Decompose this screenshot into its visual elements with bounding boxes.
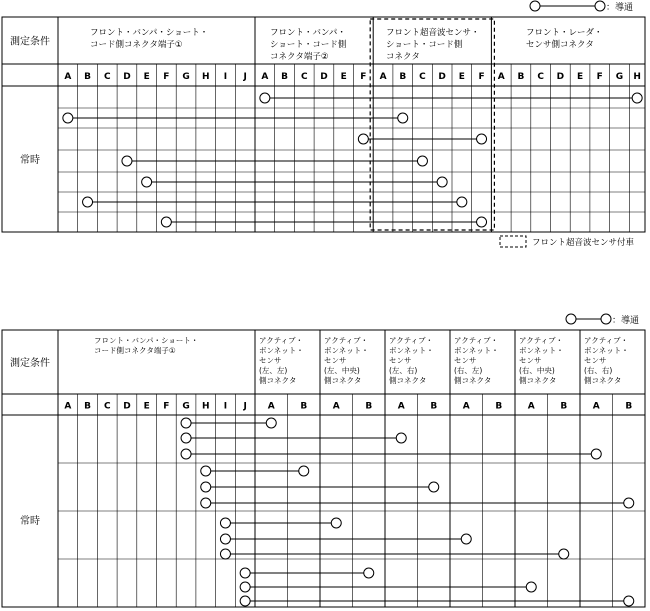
terminal-circle [240, 568, 250, 578]
pin-label: I [223, 72, 228, 82]
terminal-circle [201, 466, 211, 476]
terminal-circle [240, 582, 250, 592]
legend-text: ：導通 [612, 316, 640, 326]
connector-group-title: ボンネット・ [519, 346, 564, 355]
continuity-table-1 [2, 17, 645, 248]
terminal-circle [181, 418, 191, 428]
legend-bottom [566, 314, 639, 326]
pin-label: A [379, 72, 387, 82]
pin-label: E [340, 72, 347, 82]
pin-label: H [633, 72, 641, 82]
legend-top [530, 1, 633, 13]
connector-group-title: (右、左) [454, 366, 483, 375]
connector-group-title: コネクタ端子② [270, 52, 329, 62]
connector-group-title: センサ側コネクタ [526, 40, 594, 50]
connector-group-title: コード側コネクタ端子① [94, 346, 176, 355]
pin-label: B [300, 401, 308, 412]
pin-label: A [64, 401, 72, 412]
connector-group-title: アクティブ・ [519, 336, 564, 345]
pin-label: B [560, 401, 568, 412]
connector-group-title: 側コネクタ [584, 376, 622, 385]
pin-label: F [163, 401, 170, 412]
terminal-circle [624, 498, 634, 508]
pin-label: G [182, 72, 190, 82]
terminal-circle [398, 113, 408, 123]
connector-group-title: (左、右) [389, 366, 418, 375]
connector-group-title: (右、中央) [519, 366, 555, 375]
pin-label: F [163, 72, 170, 82]
connector-group-title: フロント超音波センサ・ [386, 28, 480, 38]
connector-group-title: コネクタ [386, 52, 420, 62]
connector-group-title: ボンネット・ [454, 346, 499, 355]
connector-group-title: アクティブ・ [584, 336, 629, 345]
connector-group-title: ショート・コード側 [270, 40, 347, 50]
condition-header: 測定条件 [10, 36, 50, 48]
pin-label: G [615, 72, 624, 82]
connector-group-title: 側コネクタ [454, 376, 492, 385]
terminal-circle [624, 596, 634, 606]
connector-group-title: (左、中央) [324, 366, 360, 375]
terminal-circle [299, 466, 309, 476]
condition-value: 常時 [20, 155, 40, 166]
pin-label: A [527, 401, 535, 412]
pin-label: A [462, 401, 470, 412]
terminal-circle [83, 197, 93, 207]
pin-label: J [243, 401, 247, 412]
pin-label: B [281, 72, 288, 82]
connector-group-title: ショート・コード側 [386, 40, 463, 50]
connector-group-title: アクティブ・ [324, 336, 369, 345]
terminal-circle [181, 449, 191, 459]
pin-label: H [201, 401, 210, 412]
connector-group-title: 側コネクタ [324, 376, 362, 385]
pin-label: A [261, 72, 269, 82]
terminal-circle [260, 93, 270, 103]
pin-label: C [419, 72, 426, 82]
connector-group-title: センサ [454, 356, 477, 365]
pin-label: E [458, 72, 465, 82]
terminal-circle [201, 498, 211, 508]
note-swatch [500, 236, 526, 247]
pin-label: B [430, 401, 438, 412]
pin-label: B [399, 72, 407, 82]
connector-group-title: コード側コネクタ端子① [90, 40, 183, 50]
pin-label: A [267, 401, 275, 412]
condition-header: 測定条件 [10, 358, 50, 369]
connector-group-title: アクティブ・ [259, 336, 304, 345]
connector-group-title: (右、右) [584, 366, 613, 375]
pin-label: B [495, 401, 503, 412]
pin-label: F [478, 72, 485, 82]
pin-label: J [243, 72, 247, 82]
pin-label: A [592, 401, 600, 412]
terminal-circle [220, 534, 230, 544]
connector-group-title: フロント・レーダ・ [526, 28, 603, 38]
terminal-circle [358, 134, 368, 144]
pin-label: C [103, 72, 111, 82]
terminal-circle [632, 93, 642, 103]
pin-label: D [320, 72, 328, 82]
terminal-circle [396, 433, 406, 443]
terminal-circle [461, 534, 471, 544]
pin-label: E [143, 401, 150, 412]
pin-label: D [556, 72, 565, 82]
pin-label: B [517, 72, 525, 82]
legend-text: ：導通 [606, 3, 634, 13]
terminal-circle [331, 518, 341, 528]
connector-group-title: ボンネット・ [584, 346, 629, 355]
terminal-circle [437, 177, 447, 187]
terminal-circle [266, 418, 276, 428]
connector-group-title: ボンネット・ [259, 346, 304, 355]
pin-label: D [438, 72, 446, 82]
condition-value: 常時 [20, 516, 40, 527]
connector-group-title: 側コネクタ [519, 376, 557, 385]
connector-group-title: フロント・バンパ・ショート・ [90, 28, 209, 38]
note-text: フロント超音波センサ付車 [532, 238, 635, 248]
terminal-circle [240, 596, 250, 606]
terminal-circle [161, 217, 171, 227]
terminal-circle [364, 568, 374, 578]
terminal-circle [559, 549, 569, 559]
continuity-table-2 [2, 330, 645, 607]
pin-label: F [596, 72, 603, 82]
pin-label: B [84, 72, 91, 82]
pin-label: G [182, 401, 190, 412]
pin-label: D [123, 401, 131, 412]
pin-label: E [576, 72, 584, 82]
connector-group-title: (左、左) [259, 366, 288, 375]
terminal-circle [477, 217, 487, 227]
connector-group-title: センサ [259, 356, 282, 365]
connector-group-title: アクティブ・ [389, 336, 434, 345]
pin-label: A [64, 72, 72, 82]
connector-group-title: アクティブ・ [454, 336, 499, 345]
terminal-circle [429, 482, 439, 492]
terminal-circle [220, 549, 230, 559]
pin-label: B [84, 401, 91, 412]
pin-label: D [123, 72, 131, 82]
terminal-circle [181, 433, 191, 443]
pin-label: H [201, 72, 210, 82]
terminal-circle [591, 449, 601, 459]
pin-label: A [332, 401, 340, 412]
pin-label: C [537, 72, 544, 82]
terminal-circle [63, 113, 73, 123]
terminal-circle [201, 482, 211, 492]
pin-label: B [625, 401, 633, 412]
pin-label: E [143, 72, 150, 82]
pin-label: C [300, 72, 308, 82]
terminal-circle [417, 156, 427, 166]
terminal-circle [220, 518, 230, 528]
pin-label: B [365, 401, 373, 412]
connector-group-title: センサ [519, 356, 542, 365]
connector-group-title: ボンネット・ [324, 346, 369, 355]
terminal-circle [526, 582, 536, 592]
pin-label: A [497, 72, 505, 82]
connector-group-title: フロント・バンパ・ [270, 28, 346, 38]
pin-label: C [103, 401, 111, 412]
connector-group-title: 側コネクタ [259, 376, 297, 385]
pin-label: I [223, 401, 228, 412]
connector-group-title: センサ [584, 356, 607, 365]
connector-group-title: ボンネット・ [389, 346, 434, 355]
connector-group-title: センサ [389, 356, 412, 365]
terminal-circle [122, 156, 132, 166]
terminal-circle [477, 134, 487, 144]
pin-label: A [397, 401, 405, 412]
connector-group-title: フロント・バンパ・ショート・ [94, 336, 199, 345]
pin-label: F [360, 72, 367, 82]
terminal-circle [142, 177, 152, 187]
connector-group-title: センサ [324, 356, 347, 365]
connector-group-title: 側コネクタ [389, 376, 427, 385]
terminal-circle [457, 197, 467, 207]
